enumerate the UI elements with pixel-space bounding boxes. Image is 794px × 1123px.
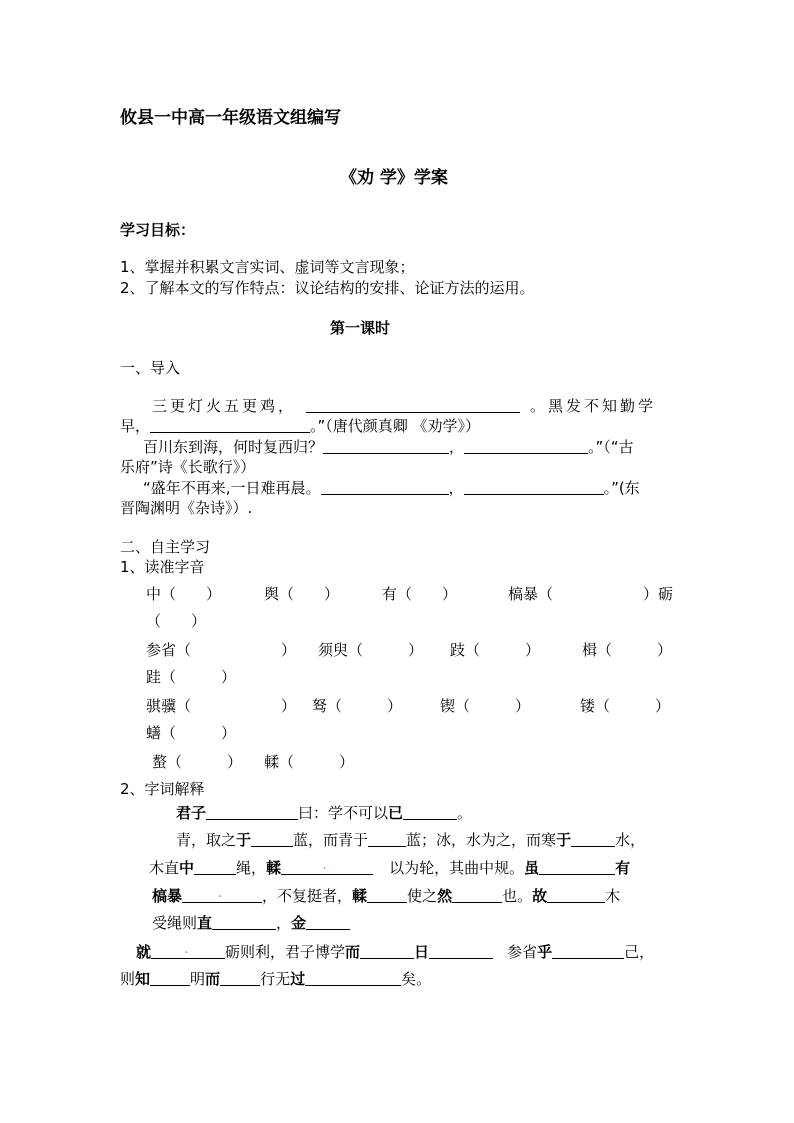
intro-line-2: [120, 416, 480, 436]
key-word: 日: [414, 943, 430, 961]
key-word: 乎: [537, 943, 553, 961]
text: 以为轮，其曲中规。: [389, 859, 525, 877]
lesson-heading: 第一课时: [330, 319, 391, 337]
pron-item: 輮（ ）: [264, 753, 355, 771]
text: 明: [190, 970, 206, 988]
key-word: 中: [179, 859, 195, 877]
text: 蓝；冰，水为之，而寒: [406, 831, 557, 849]
pron-item: 舆（ ）: [264, 585, 340, 603]
blank-field[interactable]: [547, 886, 605, 903]
intro-line-4: 乐府”诗《长歌行》）: [120, 458, 256, 476]
blank-field[interactable]: [452, 886, 502, 903]
text: 参省: [507, 943, 538, 961]
quote-source: 。”（唐代颜真卿 《劝学》）: [310, 417, 481, 435]
pron-item: 中（ ）: [146, 585, 222, 603]
comma: ，: [448, 479, 464, 497]
key-word: 有: [615, 859, 631, 877]
blank-field[interactable]: [321, 478, 449, 495]
pron-item: 须臾（ ）: [318, 641, 424, 659]
text: 水，: [615, 831, 646, 849]
pron-item: 楫（ ）: [582, 641, 673, 659]
text: 使之: [407, 887, 438, 905]
blank-field[interactable]: [206, 803, 298, 820]
blank-field[interactable]: [305, 969, 401, 986]
blank-field[interactable]: [251, 830, 293, 847]
pron-item: 跂（ ）: [450, 641, 541, 659]
blank-field[interactable]: [306, 396, 520, 413]
quote-text: 。黑发不知勤学: [530, 397, 657, 415]
blank-field[interactable]: [403, 803, 457, 820]
key-word: 虽: [524, 859, 540, 877]
intro-line-1: [152, 396, 656, 416]
pron-item: 骐骥（ ）: [146, 697, 297, 715]
pron-item: 镂（ ）: [580, 697, 671, 715]
pron-item: 锲（ ）: [440, 697, 531, 715]
text: 矣。: [401, 970, 432, 988]
pronunciation-heading: 1、读准字音: [120, 558, 205, 576]
objectives-label: 学习目标：: [120, 221, 196, 239]
text: 己，: [624, 943, 655, 961]
vocab-line-1: [176, 803, 472, 823]
vocab-line-4: [152, 886, 620, 906]
text: 曰：学不可以: [298, 804, 389, 822]
text: 青，取之: [176, 831, 237, 849]
blank-field[interactable]: [220, 969, 260, 986]
intro-line-5: [143, 478, 640, 498]
vocab-line-5: [152, 913, 350, 933]
key-word: 直: [197, 914, 213, 932]
vocab-line-6: [136, 942, 654, 962]
quote-source: 。”（“古: [588, 438, 634, 456]
key-word: 輮: [266, 859, 282, 877]
blank-field[interactable]: [367, 886, 407, 903]
key-word: 槁暴: [152, 887, 183, 905]
key-word: 过: [290, 970, 306, 988]
blank-field[interactable]: [281, 858, 373, 875]
key-word: 輮: [352, 887, 368, 905]
comma: ，: [449, 438, 465, 456]
blank-field[interactable]: [429, 942, 493, 959]
quote-source: 。”(东: [603, 479, 640, 497]
key-word: 而: [345, 943, 361, 961]
key-word: 已: [388, 804, 404, 822]
key-word: 知: [135, 970, 151, 988]
key-word: 而: [205, 970, 221, 988]
text: 木直: [149, 859, 180, 877]
text: 蓝，而青于: [293, 831, 369, 849]
text: 受绳则: [152, 914, 198, 932]
blank-field[interactable]: [552, 942, 624, 959]
intro-line-3: [143, 437, 634, 457]
text: 砺则利，君子博学: [225, 943, 346, 961]
quote-text: 三更灯火五更鸡，: [152, 397, 297, 415]
quote-text: 早，: [120, 417, 151, 435]
objective-item-1: 1、掌握并积累文言实词、虚词等文言现象；: [120, 258, 415, 276]
text: ，: [276, 914, 292, 932]
pron-item: （ ）: [146, 612, 207, 630]
intro-heading: 一、导入: [120, 359, 181, 377]
blank-field[interactable]: [368, 830, 406, 847]
key-word: 然: [437, 887, 453, 905]
vocab-line-3: [149, 858, 630, 878]
key-word: 就: [136, 943, 152, 961]
blank-field[interactable]: [194, 858, 236, 875]
blank-field[interactable]: [539, 858, 615, 875]
text: 则: [120, 970, 136, 988]
key-word: 金: [291, 914, 307, 932]
vocab-heading: 2、字词解释: [120, 780, 205, 798]
pron-item: 砺: [658, 585, 674, 603]
text: 木: [605, 887, 621, 905]
blank-field[interactable]: [571, 830, 615, 847]
text: 绳，: [236, 859, 267, 877]
text: 。: [457, 804, 473, 822]
pron-item: 跬（ ）: [146, 668, 237, 686]
text: 也。: [502, 887, 533, 905]
blank-field[interactable]: [150, 969, 190, 986]
key-word: 于: [556, 831, 572, 849]
blank-field[interactable]: [151, 942, 225, 959]
blank-field[interactable]: [464, 437, 588, 454]
page-title: 《劝 学》学案: [340, 168, 448, 188]
key-word: 于: [236, 831, 252, 849]
objective-item-2: 2、了解本文的写作特点：议论结构的安排、论证方法的运用。: [120, 279, 535, 297]
pron-item: 蟮（ ）: [146, 724, 237, 742]
pron-item: 参省（ ）: [146, 641, 297, 659]
pron-item: 槁暴（ ）: [508, 585, 659, 603]
key-word: 君子: [176, 804, 207, 822]
pron-item: 有（ ）: [382, 585, 458, 603]
blank-field[interactable]: [306, 913, 350, 930]
blank-field[interactable]: [182, 886, 262, 903]
quote-text: 百川东到海，何时复西归？: [143, 438, 324, 456]
blank-field[interactable]: [212, 913, 276, 930]
vocab-line-7: [120, 969, 431, 989]
text: 行无: [260, 970, 291, 988]
key-word: 故: [532, 887, 548, 905]
study-heading: 二、自主学习: [120, 538, 211, 556]
pron-item: 螯（ ）: [152, 753, 243, 771]
vocab-line-2: [176, 830, 645, 850]
quote-text: “盛年不再来,一日难再晨。: [143, 479, 321, 497]
blank-field[interactable]: [464, 478, 604, 495]
blank-field[interactable]: [360, 942, 414, 959]
blank-field[interactable]: [323, 437, 449, 454]
text: ，不复挺者，: [262, 887, 353, 905]
document-header: 攸县一中高一年级语文组编写: [120, 108, 341, 128]
blank-field[interactable]: [150, 416, 310, 433]
intro-line-6: 晋陶渊明《杂诗》）.: [120, 499, 253, 517]
pron-item: 驽（ ）: [312, 697, 403, 715]
